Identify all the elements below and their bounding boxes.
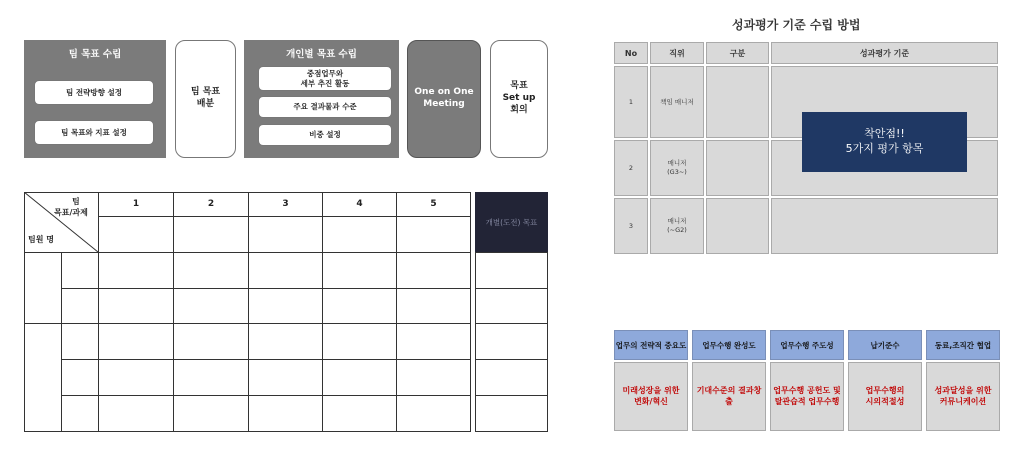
- header-criteria: 성과평가 기준: [771, 42, 998, 64]
- goal-setup-box: 목표 Set up 회의: [490, 40, 548, 158]
- card-5-head: 동료,조직간 협업: [926, 330, 1000, 360]
- team-kpi-item: 팀 목표와 지표 설정: [34, 120, 154, 145]
- row-1-position: 책임 매니저: [650, 66, 704, 138]
- column-4-header: 4: [356, 199, 363, 209]
- card-1-body: 미래성장을 위한 변화/혁신: [614, 362, 688, 431]
- personal-goal-box: [244, 40, 399, 158]
- team-strategy-item: 팀 전략방향 설정: [34, 80, 154, 105]
- header-no: No: [614, 42, 648, 64]
- column-2-header: 2: [207, 199, 215, 209]
- individual-goal-header: 개별(도전) 목표: [475, 192, 548, 252]
- row-1-category: [706, 66, 769, 138]
- weight-item: 비중 설정: [258, 124, 392, 146]
- row-1-no: 1: [614, 66, 648, 138]
- corner-member-label: 팀원 명: [28, 235, 54, 244]
- card-5-body: 성과달성을 위한 커뮤니케이션: [926, 362, 1000, 431]
- row-3-criteria: [771, 198, 998, 254]
- card-2-head: 업무수행 완성도: [692, 330, 766, 360]
- card-4-head: 납기준수: [848, 330, 922, 360]
- team-goal-box: [24, 40, 166, 158]
- goal-table: [24, 192, 548, 432]
- card-4-body: 업무수행의 시의적절성: [848, 362, 922, 431]
- corner-team-label: 팀: [72, 197, 80, 206]
- row-2-no: 2: [614, 140, 648, 196]
- row-3-category: [706, 198, 769, 254]
- header-category: 구분: [706, 42, 769, 64]
- row-3-no: 3: [614, 198, 648, 254]
- row-2-position: 매니저 (G3~): [650, 140, 704, 196]
- card-1-head: 업무의 전략적 중요도: [614, 330, 688, 360]
- column-5-header: 5: [430, 199, 437, 209]
- one-on-one-box: One on One Meeting: [407, 40, 481, 158]
- header-position: 직위: [650, 42, 704, 64]
- corner-task-label: 목표/과제: [54, 208, 88, 217]
- team-goal-split-box: 팀 목표 배분: [175, 40, 236, 158]
- column-1-header: 1: [132, 199, 140, 209]
- deliverables-item: 주요 결과물과 수준: [258, 96, 392, 118]
- card-2-body: 기대수준의 결과창출: [692, 362, 766, 431]
- column-3-header: 3: [282, 199, 289, 209]
- card-3-body: 업무수행 공헌도 및 탈관습적 업무수행: [770, 362, 844, 431]
- key-tasks-item: 중점업무와 세부 추진 활동: [258, 66, 392, 91]
- row-3-position: 매니저 (~G2): [650, 198, 704, 254]
- highlight-box: 착안점!! 5가지 평가 항목: [802, 112, 967, 172]
- row-2-category: [706, 140, 769, 196]
- card-3-head: 업무수행 주도성: [770, 330, 844, 360]
- team-goal-title: 팀 목표 수립: [68, 49, 122, 60]
- evaluation-title: 성과평가 기준 수립 방법: [732, 18, 861, 32]
- personal-goal-title: 개인별 목표 수립: [286, 49, 357, 60]
